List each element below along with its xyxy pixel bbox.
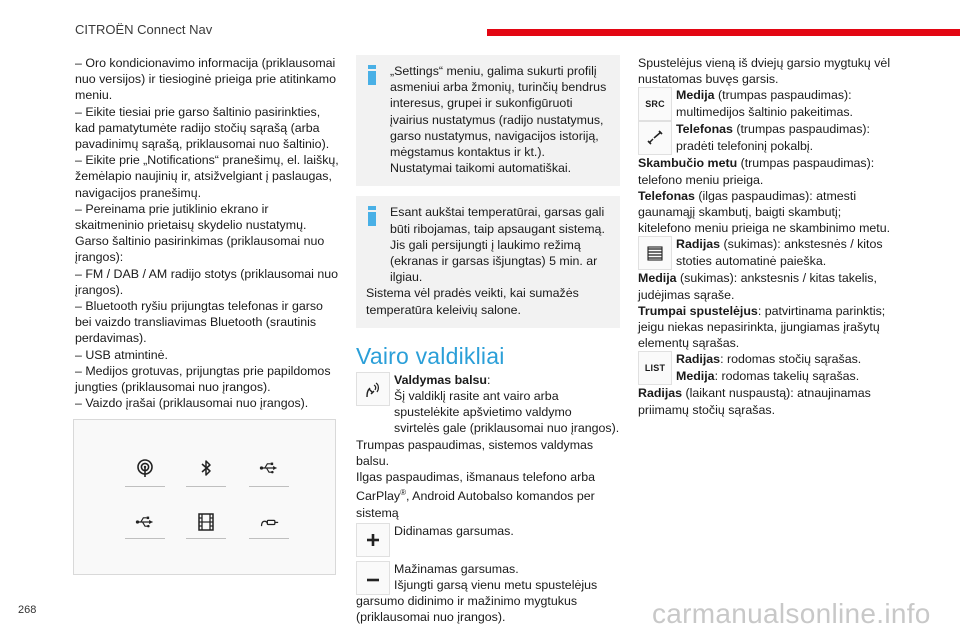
header-accent-bar [487, 29, 960, 36]
divider [249, 486, 289, 487]
text: (ilgas paspaudimas): atmesti gaunamąjį skambutį, baigti skambutį; kitelefono meniu prieiga ne skambinimo metu. [638, 188, 891, 236]
control-name: Radijas [676, 352, 721, 367]
info-text: Esant aukštai temperatūrai, garsas gali būti ribojamas, taip apsaugant sistemą. Jis gali persijungti į laukimo režimą (ekranas ir garsas išjungtas) 5 min. ar ilgiau. [390, 205, 605, 285]
info-text: Sistema vėl pradės veikti, kai sumažės temperatūra keleivių salone. [366, 286, 579, 317]
text: Ilgas paspaudimas, išmanaus telefono arba CarPlay [356, 470, 596, 504]
paragraph: – FM / DAB / AM radijo stotys (priklausomai nuo įrangos). [75, 266, 339, 297]
control-text: (trumpas paspaudimas): pradėti telefoninį pokalbį. [676, 122, 870, 153]
thumbwheel-icon [638, 236, 672, 270]
list-button-item [638, 351, 893, 385]
paragraph [638, 385, 893, 417]
src-button-item [638, 87, 893, 121]
paragraph [638, 155, 893, 187]
info-text: „Settings“ meniu, galima sukurti profilį asmeniui arba žmonių, turinčių bendrus interesus, grupei ir sukonfigūruoti įvairius nustatymus (radijo nustatymus, garso nustatymus, navigacijos istoriją, mėgstamus kontaktus ir kt.). Nustatymai taikomi automatiškai. [390, 64, 607, 176]
column-left [75, 55, 340, 411]
term: Telefonas [638, 188, 695, 203]
paragraph: – Pereinama prie jutiklinio ekrano ir skaitmeninio prietaisų skydelio nustatymų. [75, 201, 307, 233]
divider [186, 486, 226, 487]
divider [186, 538, 226, 539]
video-icon [189, 512, 223, 546]
paragraph: Garso šaltinio pasirinkimas (priklausomai nuo įrangos): [75, 234, 325, 265]
usb-icon [128, 512, 162, 546]
paragraph: – Medijos grotuvas, prijungtas prie papildomos jungties (priklausomai nuo įrangos). [75, 363, 331, 395]
page-number: 268 [18, 604, 37, 616]
paragraph: – Vaizdo įrašai (priklausomai nuo įrangos). [75, 396, 309, 411]
divider [125, 538, 165, 539]
paragraph: – Bluetooth ryšiu prijungtas telefonas ir garso bei vaizdo transliavimas Bluetooth (srautinis perdavimas). [75, 299, 323, 346]
paragraph [638, 303, 893, 352]
control-name: Radijas [676, 237, 721, 252]
term: Skambučio metu [638, 156, 738, 171]
column-middle [356, 55, 620, 625]
info-icon [368, 65, 376, 85]
list-badge: LIST [638, 351, 672, 385]
control-text: (trumpas paspaudimas): multimedijos šaltinio pakeitimas. [676, 88, 853, 119]
radio-wheel-item [638, 236, 893, 270]
text: (sukimas): ankstesnis / kitas takelis, judėjimas sąraše. [638, 271, 877, 302]
volume-up-item [356, 523, 620, 557]
control-name: Valdymas balsu [394, 373, 487, 388]
term: Trumpai spustelėjus [638, 303, 758, 318]
text: : patvirtinama parinktis; jeigu niekas nepasirinkta, įjungiamas įrašytų elementų sąrašas. [638, 303, 886, 351]
control-text: : rodomas stočių sąrašas. [720, 352, 862, 367]
aux-jack-icon [252, 512, 286, 546]
column-right [638, 55, 893, 418]
term: Medija [638, 271, 677, 286]
paragraph: Šį valdiklį rasite ant vairo arba spustelėkite apšvietimo valdymo svirtelės gale (priklausomai nuo įrangos). [394, 389, 620, 436]
audio-source-icon-panel [73, 419, 336, 575]
control-name: Telefonas [676, 122, 733, 137]
colon: : [486, 373, 491, 388]
control-name: Medija [676, 368, 715, 383]
text: (trumpas paspaudimas): telefono meniu prieiga. [638, 156, 875, 187]
paragraph: – USB atmintinė. [75, 347, 168, 362]
phone-button-item [638, 121, 893, 155]
info-icon [368, 206, 376, 226]
paragraph [356, 469, 620, 521]
control-text: Didinamas garsumas. [394, 523, 514, 538]
divider [125, 486, 165, 487]
running-header: CITROËN Connect Nav [75, 22, 213, 37]
control-text: (sukimas): ankstesnės / kitos stoties automatinė paieška. [676, 237, 883, 268]
term: Radijas [638, 386, 683, 401]
text: , Android Autobalso komandos per sistemą [356, 489, 595, 520]
paragraph: – Oro kondicionavimo informacija (priklausomai nuo versijos) ir tiesioginė prieiga prie atitinkamo meniu. [75, 56, 337, 103]
paragraph: – Eikite tiesiai prie garso šaltinio pasirinkties, kad pamatytumėte radijo stočių sąrašą (arba pavadinimų sąrašą, priklausomai nuo šaltinio). [75, 104, 330, 152]
paragraph [638, 270, 893, 302]
control-text: Mažinamas garsumas. [394, 561, 519, 576]
voice-command-icon [356, 372, 390, 406]
paragraph: Išjungti garsą vienu metu spustelėjus garsumo didinimo ir mažinimo mygtukus (priklausomai nuo įrangos). [356, 577, 598, 625]
src-badge: SRC [638, 87, 672, 121]
paragraph: Trumpas paspaudimas, sistemos valdymas balsu. [356, 437, 594, 468]
divider [249, 538, 289, 539]
registered-mark: ® [400, 488, 406, 498]
info-box-settings [356, 55, 620, 186]
phone-icon [638, 121, 672, 155]
section-title: Vairo valdikliai [356, 342, 505, 369]
plus-icon [356, 523, 390, 557]
watermark: carmanualsonline.info [652, 598, 931, 629]
paragraph: – Eikite prie „Notifications“ pranešimų, el. laiškų, žemėlapio naujinių ir, atsižvelgiant į paslaugas, navigacijos pranešimų. [75, 153, 339, 200]
minus-icon [356, 561, 390, 595]
paragraph [638, 188, 893, 237]
paragraph: Spustelėjus vieną iš dviejų garsio mygtukų vėl nustatomas buvęs garsis. [638, 56, 891, 87]
text: (laikant nuspaustą): atnaujinamas priimamų stočių sąrašas. [638, 386, 871, 417]
control-name: Medija [676, 88, 715, 103]
info-box-temperature [356, 196, 620, 327]
control-text: : rodomas takelių sąrašas. [714, 368, 860, 383]
